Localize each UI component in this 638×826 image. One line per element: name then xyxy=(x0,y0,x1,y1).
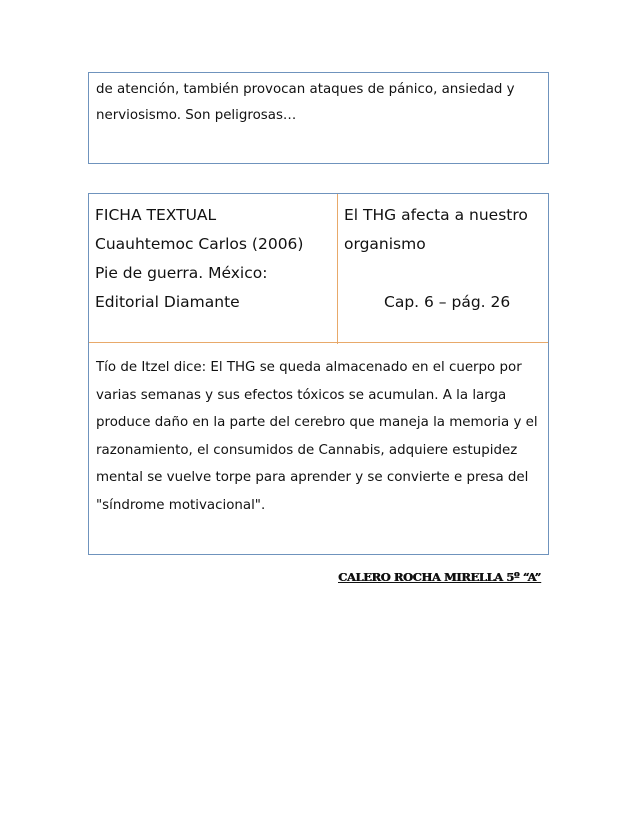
ficha-divider xyxy=(89,342,548,343)
ficha-body-line: produce daño en la parte del cerebro que maneja la memoria y el xyxy=(96,415,538,430)
ficha-topic-line-2: organismo xyxy=(344,235,426,253)
ficha-topic-cell xyxy=(338,194,548,344)
ficha-body xyxy=(89,354,548,519)
ficha-title: Pie de guerra. México: xyxy=(95,264,268,282)
ficha-body-line: "síndrome motivacional". xyxy=(96,497,266,513)
ficha-publisher: Editorial Diamante xyxy=(95,293,240,311)
author-signature: CALERO ROCHA MIRELLA 5º “A” xyxy=(338,570,541,584)
continuation-box xyxy=(88,72,549,164)
ficha-source-cell xyxy=(89,194,338,344)
ficha-body-line: Tío de Itzel dice: El THG se queda almacenado en el cuerpo por xyxy=(96,360,522,375)
ficha-topic-line-1: El THG afecta a nuestro xyxy=(344,206,528,224)
continuation-line-1: de atención, también provocan ataques de pánico, ansiedad y xyxy=(96,82,515,97)
ficha-type: FICHA TEXTUAL xyxy=(95,206,217,224)
ficha-body-line: mental se vuelve torpe para aprender y se convierte e presa del xyxy=(96,470,529,485)
ficha-reference: Cap. 6 – pág. 26 xyxy=(384,293,511,311)
ficha-body-line: varias semanas y sus efectos tóxicos se acumulan. A la larga xyxy=(96,387,507,403)
continuation-line-2: nerviosismo. Son peligrosas… xyxy=(96,108,297,123)
ficha-body-line: razonamiento, el consumidos de Cannabis, adquiere estupidez xyxy=(96,442,518,458)
ficha-textual-card xyxy=(88,193,549,555)
ficha-author: Cuauhtemoc Carlos (2006) xyxy=(95,235,304,253)
